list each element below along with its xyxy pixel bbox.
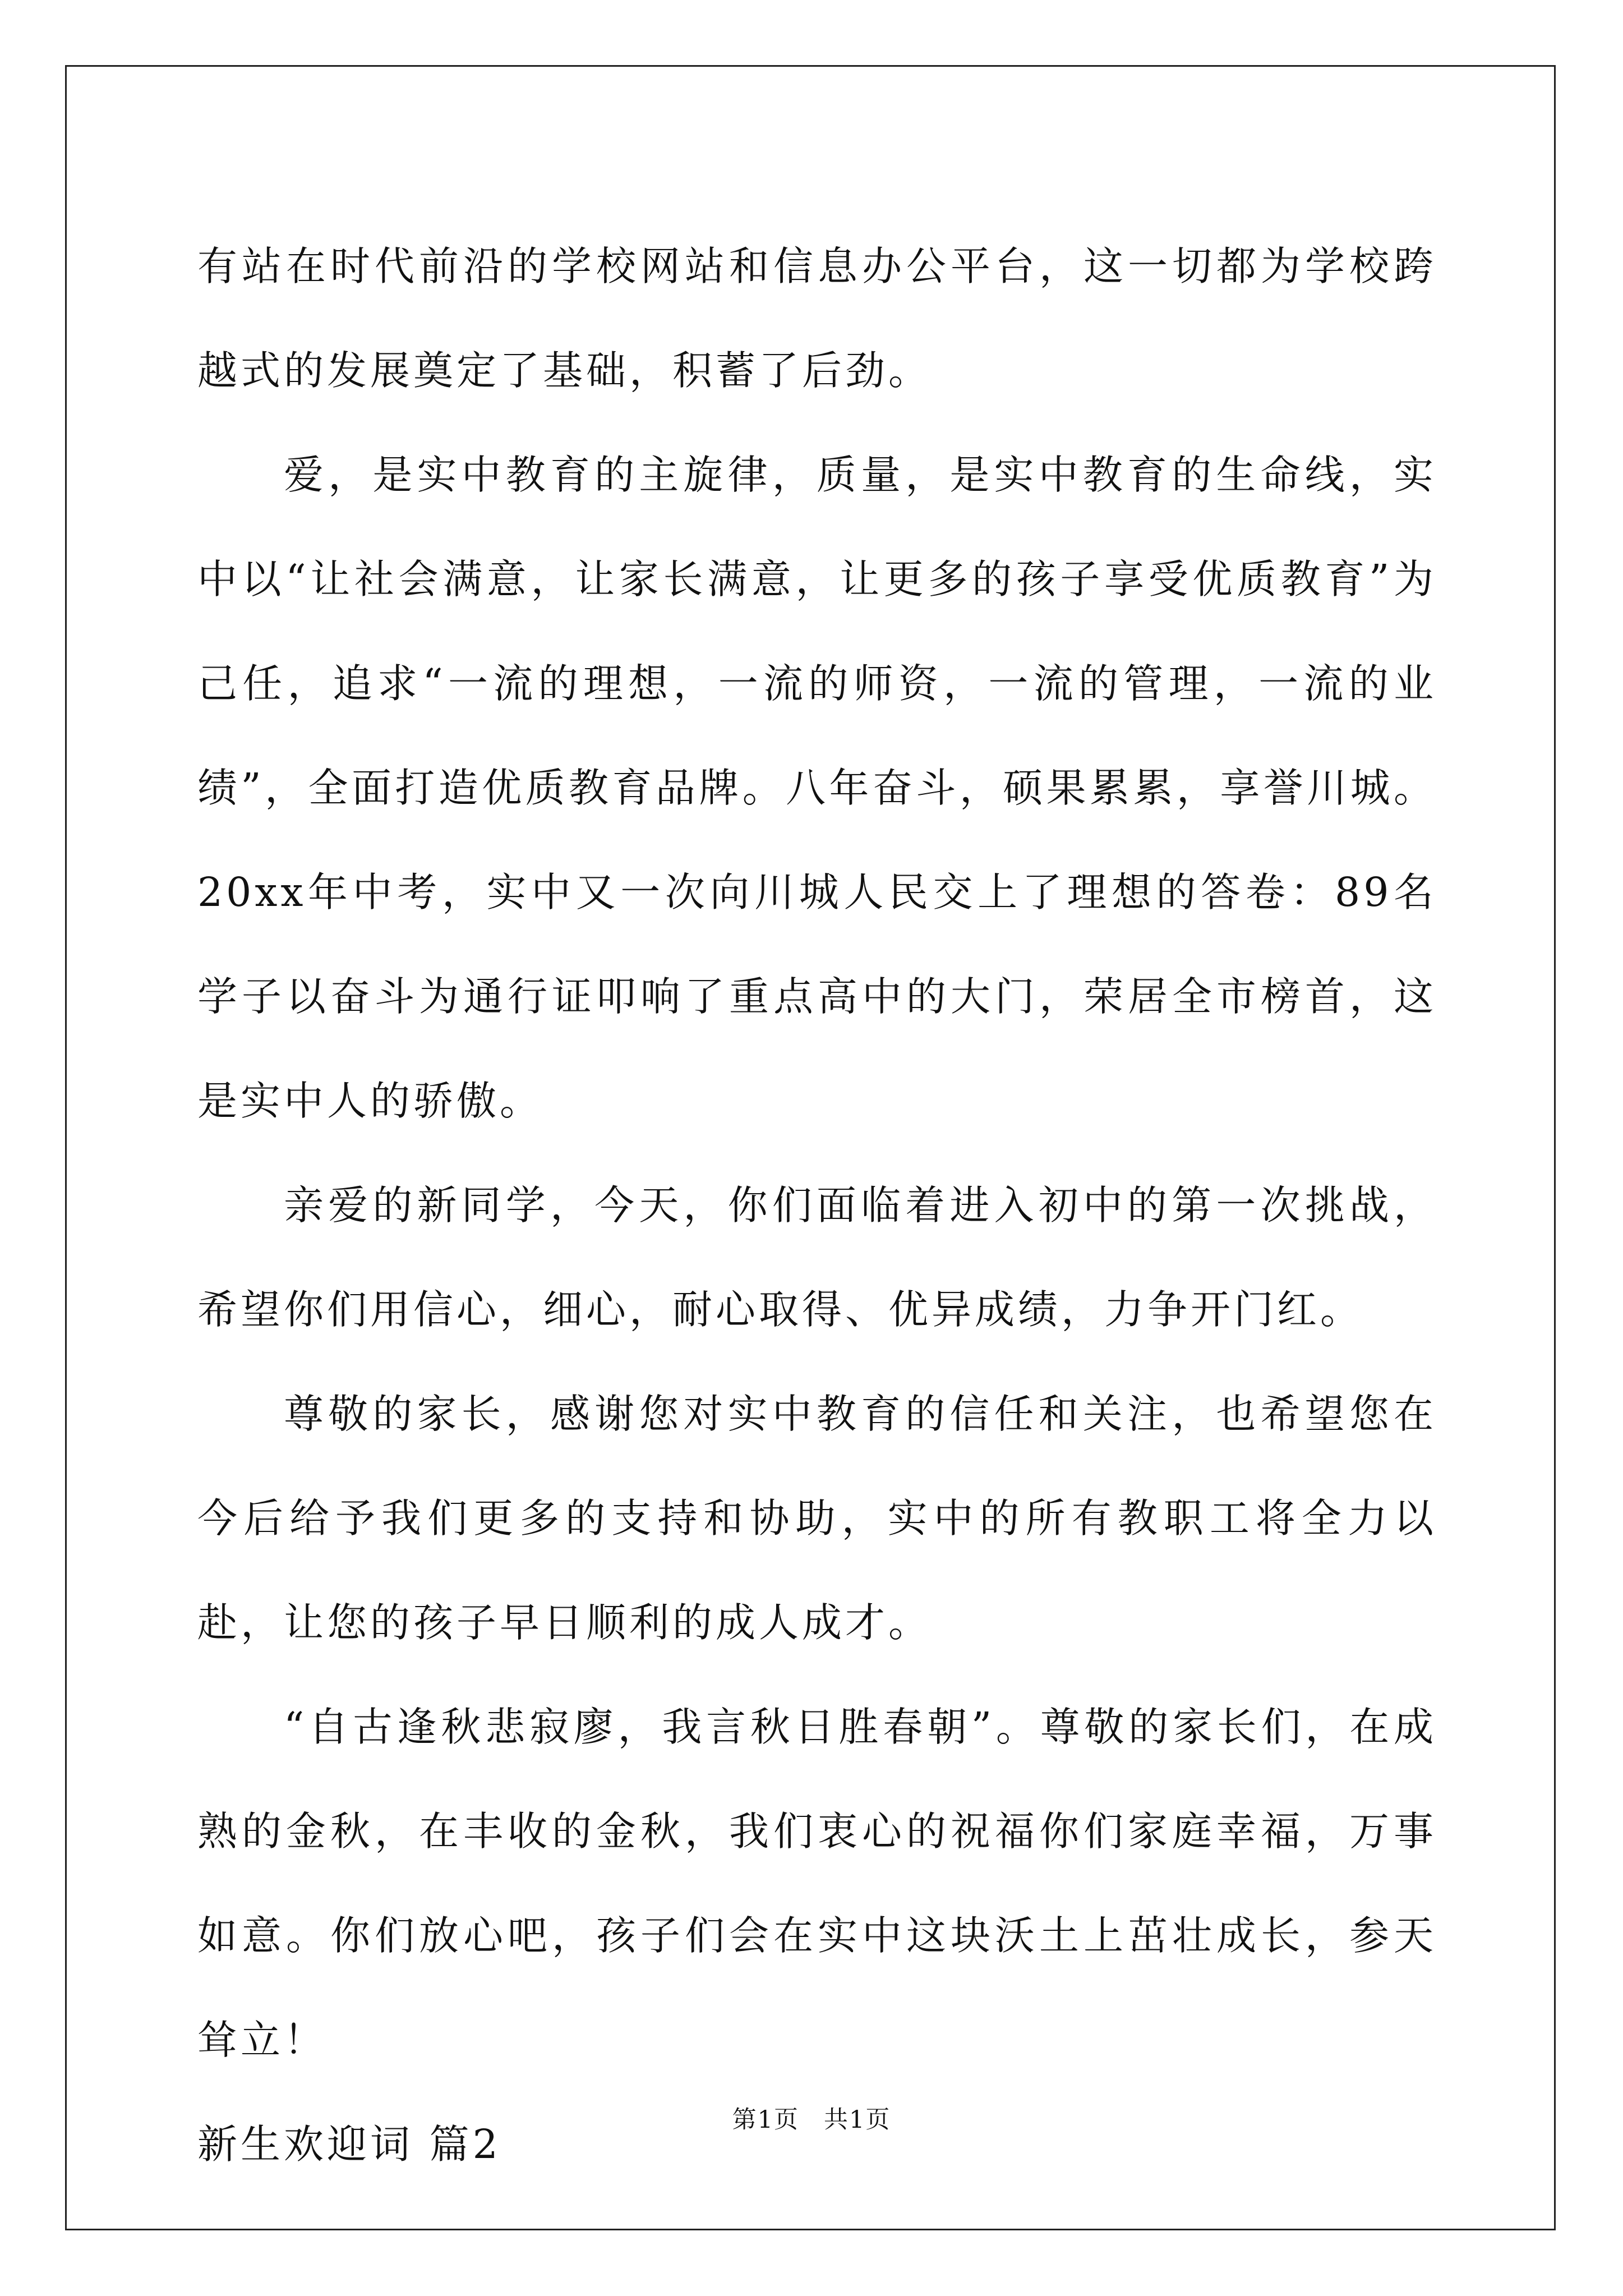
page-number: 第1页	[732, 2106, 799, 2134]
page-total: 共1页	[824, 2106, 891, 2134]
paragraph-2: 爱，是实中教育的主旋律，质量，是实中教育的生命线，实中以“让社会满意，让家长满意，让更多的孩子享受优质教育”为己任，追求“一流的理想，一流的师资，一流的管理，一流的业绩”，全面打造优质教育品牌。八年奋斗，硕果累累，享誉川城。20xx年中考，实中又一次向川城人民交上了理想的答卷：89名学子以奋斗为通行证叩响了重点高中的大门，荣居全市榜首，这是实中人的骄傲。	[197, 452, 1437, 1124]
document-body	[197, 214, 1437, 2197]
page-footer	[0, 2101, 1623, 2135]
paragraph-5: “自古逢秋悲寂廖，我言秋日胜春朝”。尊敬的家长们，在成熟的金秋，在丰收的金秋，我们衷心的祝福你们家庭幸福，万事如意。你们放心吧，孩子们会在实中这块沃土上茁壮成长，参天耸立！	[197, 1704, 1437, 2063]
paragraph-3: 亲爱的新同学，今天，你们面临着进入初中的第一次挑战，希望你们用信心，细心，耐心取得、优异成绩，力争开门红。	[197, 1182, 1437, 1333]
section-heading: 新生欢迎词 篇2	[197, 2121, 501, 2168]
paragraph-1: 有站在时代前沿的学校网站和信息办公平台，这一切都为学校跨越式的发展奠定了基础，积蓄了后劲。	[197, 243, 1437, 394]
paragraph-4: 尊敬的家长，感谢您对实中教育的信任和关注，也希望您在今后给予我们更多的支持和协助，实中的所有教职工将全力以赴，让您的孩子早日顺利的成人成才。	[197, 1391, 1437, 1646]
